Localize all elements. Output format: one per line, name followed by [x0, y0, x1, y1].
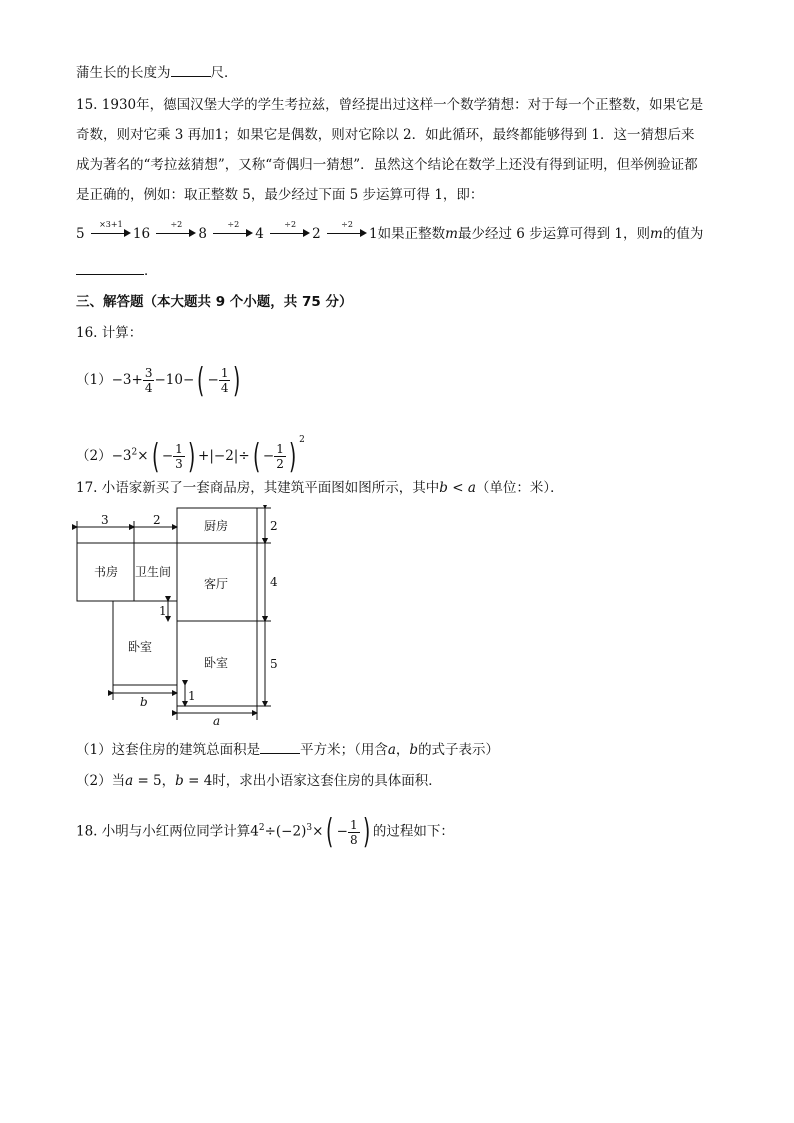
arrow-icon: ÷2 — [270, 224, 310, 238]
q15-answer: ． — [76, 260, 158, 281]
dim-label: 3 — [101, 513, 109, 527]
fraction: $\frac{3}{4}$ — [144, 366, 153, 395]
dim-label: 1 — [188, 689, 196, 703]
arrow-icon: ÷2 — [156, 224, 196, 238]
q16-title: 16. 计算： — [76, 325, 143, 341]
chain-num: 16 — [132, 226, 151, 242]
room-label: 厨房 — [204, 519, 229, 533]
q15-line1: 15. 1930年，德国汉堡大学的学生考拉兹，曾经提出过这样一个数学猜想：对于每一个正整数，如果它是 — [76, 97, 704, 113]
q15-line3: 成为著名的“考拉兹猜想”，又称“奇偶归一猜想”．虽然这个结论在数学上还没有得到证明，但举例验证都 — [76, 157, 698, 173]
fraction: $\frac{1}{3}$ — [175, 442, 183, 471]
answer-blank — [76, 260, 144, 275]
floor-plan-figure — [70, 505, 290, 730]
q15-line4: 是正确的，例如：取正整数 5，最少经过下面 5 步运算可得 1，即： — [76, 187, 484, 203]
q18-line1: 18. 小明与小红两位同学计算$4^2\div(-2)^3\times$( − $\frac{1}{8}$ ) 的过程如下： — [76, 812, 454, 852]
q14-prefix: 蒲生长的长度为 — [76, 65, 171, 81]
chain-num: 1 — [369, 226, 378, 242]
room-label: 卧室 — [128, 640, 153, 654]
fraction: $\frac{1}{4}$ — [220, 366, 229, 395]
room-label: 卧室 — [204, 656, 229, 670]
q15-line2: 奇数，则对它乘 3 再加1；如果它是偶数，则对它除以 2．如此循环，最终都能够得到 1．这一猜想后来 — [76, 127, 695, 143]
var-m: m — [650, 226, 663, 242]
q17-line1: 17. 小语家新买了一套商品房，其建筑平面图如图所示，其中b < a（单位：米）． — [76, 480, 564, 496]
q16-part1: （1）−3+ $\frac{3}{4}$ −10−( − $\frac{1}{4}$ ) — [76, 360, 241, 401]
dim-label: b — [140, 695, 148, 709]
var-m: m — [445, 226, 458, 242]
answer-blank — [171, 62, 211, 77]
chain-num: 5 — [76, 226, 85, 242]
dim-label: 2 — [270, 519, 278, 533]
arrow-icon: ×3+1 — [91, 224, 131, 238]
fraction: $\frac{1}{8}$ — [349, 817, 358, 847]
dim-label: 4 — [270, 575, 278, 589]
dim-label: 1 — [159, 604, 167, 618]
q16-part2: $(2)-3^2\times$( − $\frac{1}{3}$ ) +|−2|÷( − $\frac{1}{2}$ ) $^2$ — [76, 435, 305, 477]
arrow-icon: ÷2 — [327, 224, 367, 238]
section-heading: 三、解答题（本大题共 9 个小题，共 75 分） — [76, 294, 353, 310]
dim-label: 2 — [153, 513, 161, 527]
q17-part2: （2）当a = 5，b = 4时，求出小语家这套住房的具体面积． — [76, 773, 442, 789]
room-label: 书房 — [94, 565, 119, 579]
dim-label: a — [213, 714, 221, 728]
chain-num: 2 — [312, 226, 321, 242]
collatz-chain: 5 ×3+1 16 ÷2 8 ÷2 4 ÷2 2 ÷2 1如果正整数m最少经过 6 步运算可得到 1，则m的值为 — [76, 220, 704, 242]
chain-num: 4 — [255, 226, 264, 242]
fraction: $\frac{1}{2}$ — [276, 442, 284, 471]
chain-num: 8 — [198, 226, 207, 242]
answer-blank — [260, 739, 300, 754]
q14-suffix: 尺． — [210, 65, 238, 81]
q17-part1: （1）这套住房的建筑总面积是 平方米；（用含a，b的式子表示） — [76, 739, 499, 760]
q14-tail — [76, 62, 238, 83]
room-label: 客厅 — [204, 577, 229, 591]
arrow-icon: ÷2 — [213, 224, 253, 238]
room-label: 卫生间 — [135, 565, 172, 579]
dim-label: 5 — [270, 657, 278, 671]
